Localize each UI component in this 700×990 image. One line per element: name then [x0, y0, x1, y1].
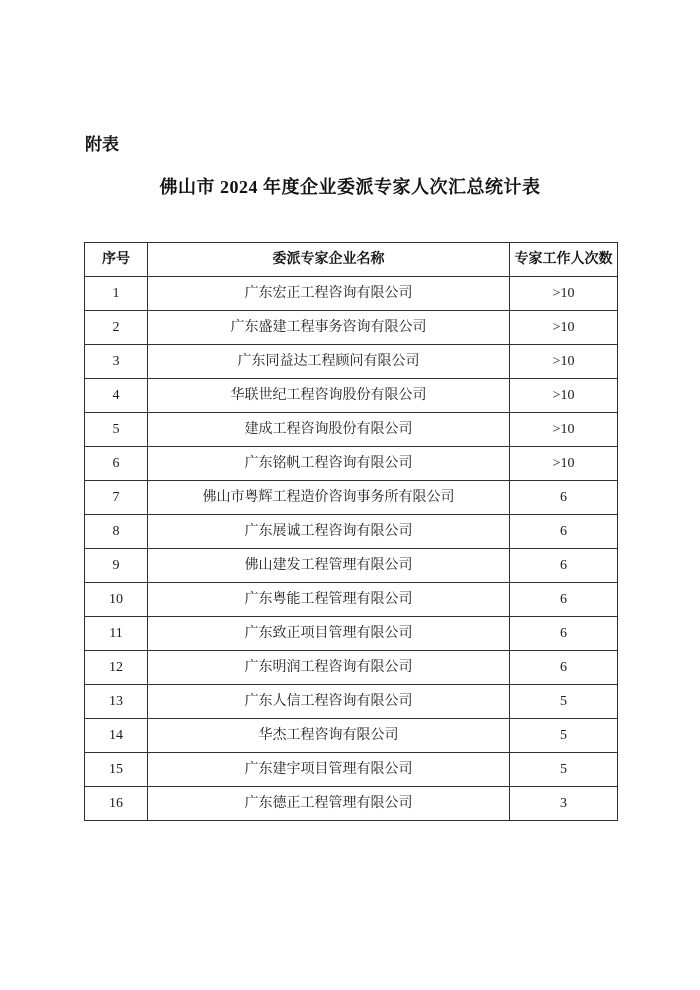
table-row [85, 753, 618, 787]
row-number-cell: 8 [85, 515, 148, 549]
table-row [85, 787, 618, 821]
company-name-cell: 广东盛建工程事务咨询有限公司 [148, 311, 510, 345]
row-number-cell: 16 [85, 787, 148, 821]
company-name-cell: 广东人信工程咨询有限公司 [148, 685, 510, 719]
count-cell: 6 [510, 549, 618, 583]
row-number-cell: 9 [85, 549, 148, 583]
header-cell: 序号 [85, 243, 148, 277]
row-number-cell: 13 [85, 685, 148, 719]
count-cell: >10 [510, 277, 618, 311]
company-name-cell: 广东宏正工程咨询有限公司 [148, 277, 510, 311]
count-cell: 6 [510, 617, 618, 651]
table-row [85, 345, 618, 379]
row-number-cell: 7 [85, 481, 148, 515]
row-number-cell: 14 [85, 719, 148, 753]
company-name-cell: 广东铭帆工程咨询有限公司 [148, 447, 510, 481]
table-row [85, 481, 618, 515]
count-cell: 6 [510, 481, 618, 515]
row-number-cell: 4 [85, 379, 148, 413]
table-row [85, 719, 618, 753]
count-cell: 6 [510, 515, 618, 549]
row-number-cell: 11 [85, 617, 148, 651]
row-number-cell: 12 [85, 651, 148, 685]
count-cell: 6 [510, 651, 618, 685]
count-cell: 5 [510, 719, 618, 753]
count-cell: 3 [510, 787, 618, 821]
row-number-cell: 1 [85, 277, 148, 311]
count-cell: >10 [510, 379, 618, 413]
count-cell: >10 [510, 447, 618, 481]
company-name-cell: 广东德正工程管理有限公司 [148, 787, 510, 821]
row-number-cell: 10 [85, 583, 148, 617]
row-number-cell: 2 [85, 311, 148, 345]
header-cell: 委派专家企业名称 [148, 243, 510, 277]
company-name-cell: 华联世纪工程咨询股份有限公司 [148, 379, 510, 413]
table-body [85, 277, 618, 821]
count-cell: >10 [510, 413, 618, 447]
table-row [85, 413, 618, 447]
table-row [85, 515, 618, 549]
row-number-cell: 15 [85, 753, 148, 787]
table-row [85, 651, 618, 685]
row-number-cell: 5 [85, 413, 148, 447]
company-name-cell: 华杰工程咨询有限公司 [148, 719, 510, 753]
company-name-cell: 广东致正项目管理有限公司 [148, 617, 510, 651]
table-row [85, 277, 618, 311]
company-name-cell: 佛山市粤辉工程造价咨询事务所有限公司 [148, 481, 510, 515]
table-row [85, 685, 618, 719]
company-name-cell: 广东同益达工程顾问有限公司 [148, 345, 510, 379]
page-title: 佛山市 2024 年度企业委派专家人次汇总统计表 [159, 177, 541, 197]
table-header [85, 243, 618, 277]
count-cell: 5 [510, 753, 618, 787]
company-name-cell: 建成工程咨询股份有限公司 [148, 413, 510, 447]
row-number-cell: 3 [85, 345, 148, 379]
table-header-row [85, 243, 618, 277]
company-name-cell: 广东粤能工程管理有限公司 [148, 583, 510, 617]
table-row [85, 617, 618, 651]
appendix-label: 附表 [85, 135, 119, 154]
count-cell: >10 [510, 311, 618, 345]
expert-stats-table [84, 242, 618, 821]
table-row [85, 549, 618, 583]
company-name-cell: 广东展诚工程咨询有限公司 [148, 515, 510, 549]
count-cell: 6 [510, 583, 618, 617]
header-cell: 专家工作人次数 [510, 243, 618, 277]
table-row [85, 311, 618, 345]
count-cell: >10 [510, 345, 618, 379]
table-row [85, 379, 618, 413]
company-name-cell: 广东建宇项目管理有限公司 [148, 753, 510, 787]
company-name-cell: 广东明润工程咨询有限公司 [148, 651, 510, 685]
company-name-cell: 佛山建发工程管理有限公司 [148, 549, 510, 583]
count-cell: 5 [510, 685, 618, 719]
table-row [85, 583, 618, 617]
row-number-cell: 6 [85, 447, 148, 481]
table-row [85, 447, 618, 481]
